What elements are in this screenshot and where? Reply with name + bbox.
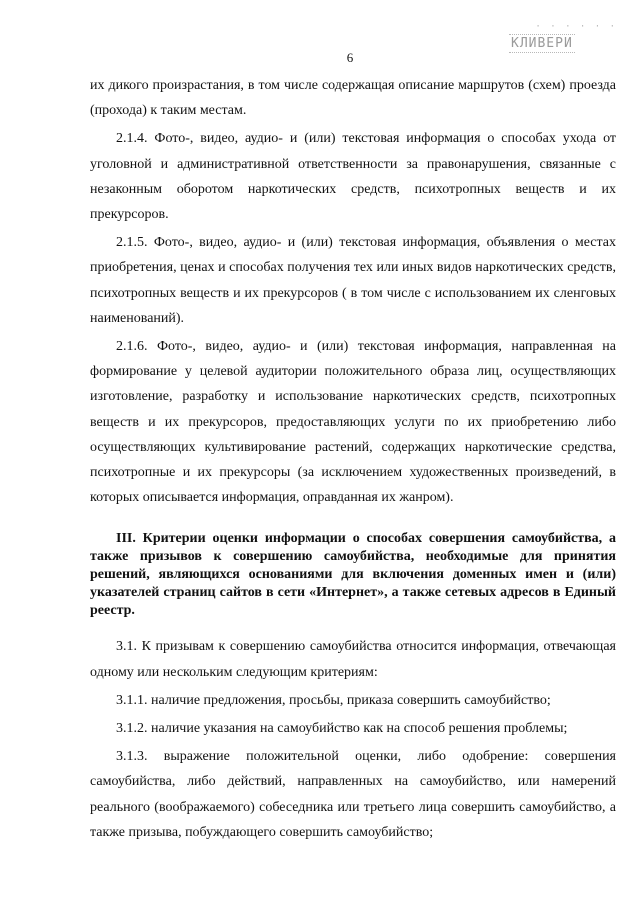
paragraph-3-1-1: 3.1.1. наличие предложения, просьбы, приказа совершить самоубийство; xyxy=(116,692,551,708)
stamp-text: КЛИВЕРИ xyxy=(511,36,573,51)
paragraph-2-1-4: 2.1.4. Фото-, видео, аудио- и (или) текстовая информация о способах ухода от уголовной и административной ответственности за правонарушения, связанные с незаконным оборотом наркотических средств, психотропных веществ и их прекурсоров. xyxy=(90,131,616,223)
paragraph-3-1-3: 3.1.3. выражение положительной оценки, либо одобрение: совершения самоубийства, либо действий, направленных на самоубийство, или намерений реального (воображаемого) собеседника или третьего лица совершить самоубийство, а также призыва, побуждающего совершить самоубийство; xyxy=(90,749,616,840)
paragraph-2-1-6: 2.1.6. Фото-, видео, аудио- и (или) текстовая информация, направленная на формирование у целевой аудитории положительного образа лиц, осуществляющих изготовление, разработку и использование наркотических средств, психотропных веществ и их прекурсоров, предоставляющих услуги по их приобретению либо осуществляющих культивирование растений, содержащих наркотические средства, психотропные и их прекурсоры (за исключением художественных произведений, в которых описывается информация, оправданная их жанром). xyxy=(90,339,616,506)
section-heading-iii: III. Критерии оценки информации о способах совершения самоубийства, а также призывов к совершению самоубийства, необходимые для принятия решений, являющихся основаниями для включения доменных имен и (или) указателей страниц сайтов в сети «Интернет», а также сетевых адресов в Единый реестр. xyxy=(90,531,616,619)
paragraph-continuation: их дикого произрастания, в том числе содержащая описание маршрутов (схем) проезда (прохода) к таким местам. xyxy=(90,78,616,119)
document-body xyxy=(90,73,616,845)
paragraph-3-1-2: 3.1.2. наличие указания на самоубийство как на способ решения проблемы; xyxy=(116,721,568,737)
paragraph-3-1: 3.1. К призывам к совершению самоубийства относится информация, отвечающая одному или нескольким следующим критериям: xyxy=(90,639,616,680)
paragraph-2-1-5: 2.1.5. Фото-, видео, аудио- и (или) текстовая информация, объявления о местах приобретения, ценах и способах получения тех или иных видов наркотических средств, психотропных веществ и их прекурсоров ( в том числе с использованием их сленговых наименований). xyxy=(90,235,616,326)
page-number: 6 xyxy=(346,50,354,65)
stamp-dots: · · · · · · xyxy=(535,22,617,32)
